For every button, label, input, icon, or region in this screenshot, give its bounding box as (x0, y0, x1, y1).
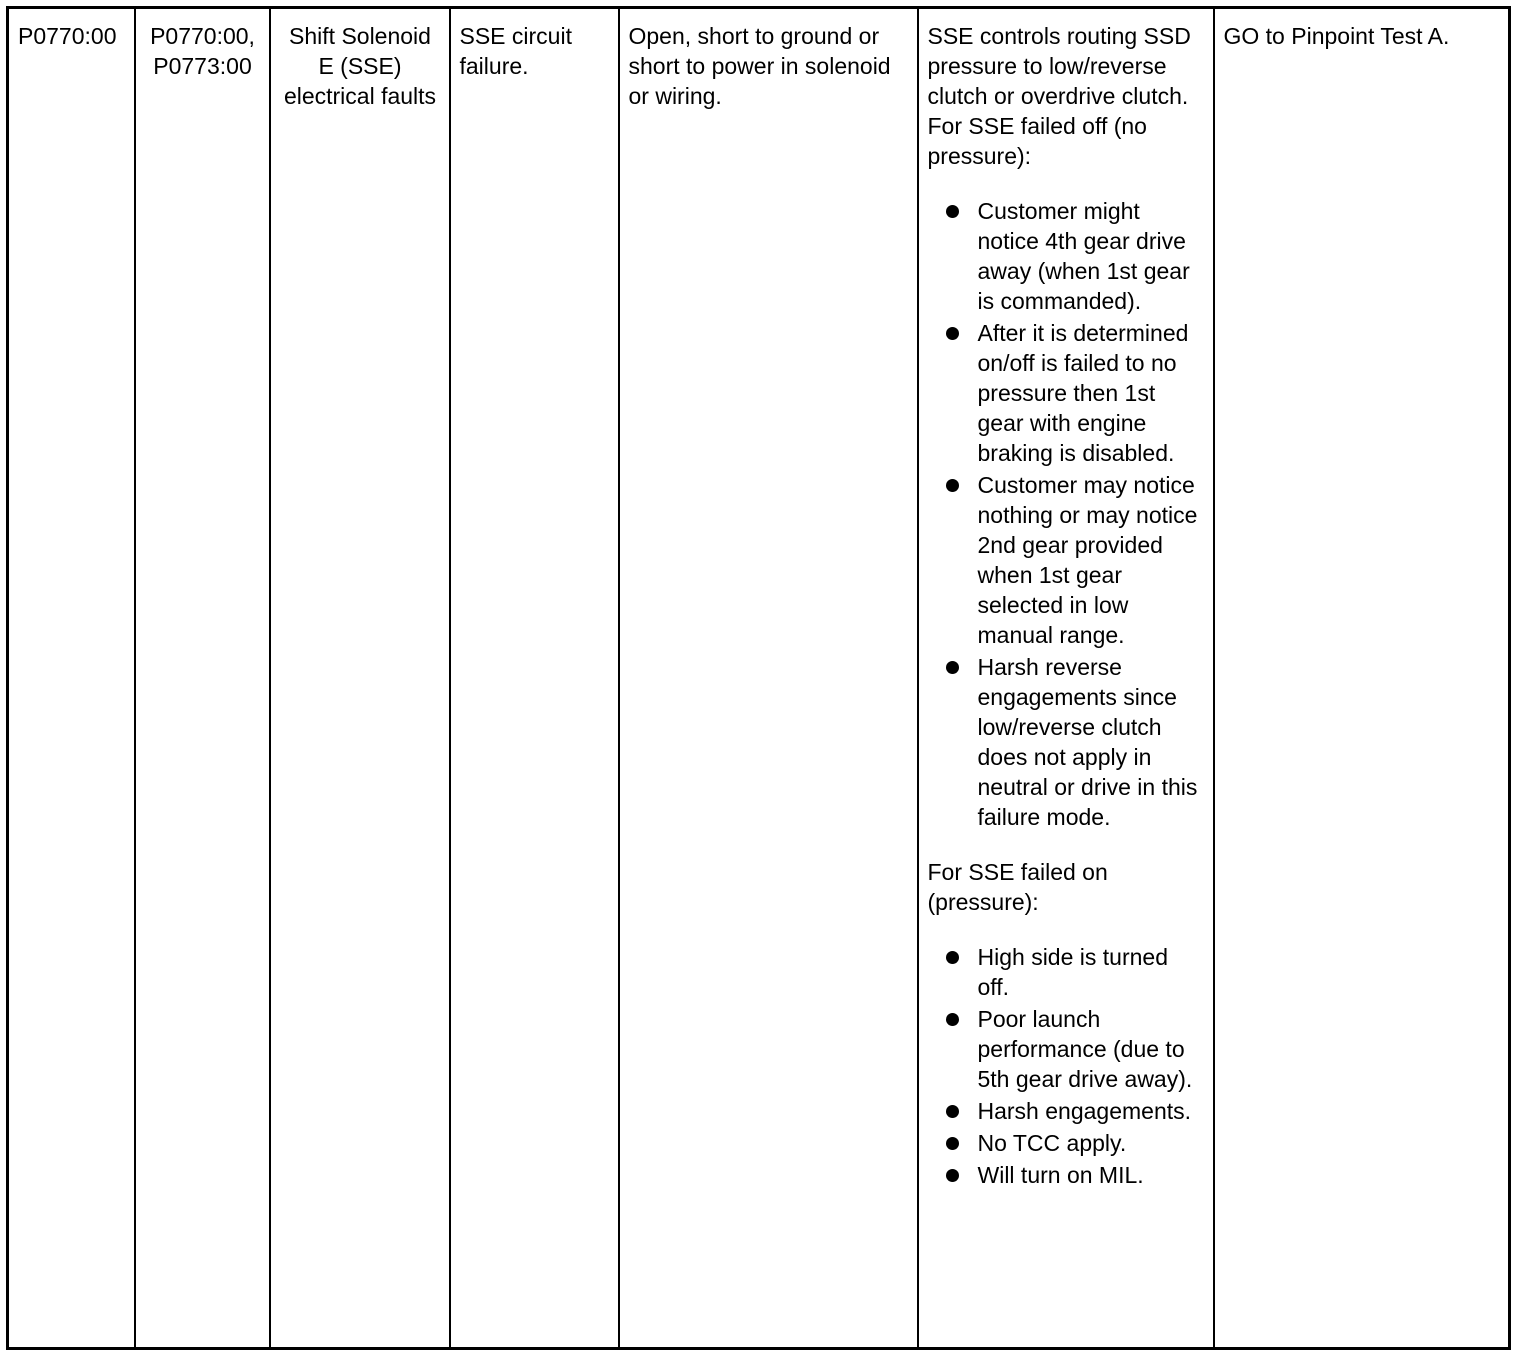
symptoms-intro: SSE controls routing SSD pressure to low/reverse clutch or overdrive clutch. (927, 23, 1191, 109)
bullet-icon (946, 205, 959, 218)
dtc-table (6, 6, 1511, 1350)
component-description: Shift Solenoid E (SSE) electrical faults (283, 23, 437, 109)
related-dtcs: P0770:00, P0773:00 (150, 23, 255, 79)
bullet-icon (946, 1013, 959, 1026)
component-cell (270, 8, 450, 1349)
list-item: After it is determined on/off is failed to no pressure then 1st gear with engine braking is disabled. (978, 318, 1205, 468)
list-item: Poor launch performance (due to 5th gear drive away). (978, 1004, 1205, 1094)
related-dtcs-cell (135, 8, 270, 1349)
dtc-code: P0770:00 (18, 23, 117, 49)
list-item: High side is turned off. (978, 942, 1205, 1002)
dtc-code-cell (8, 8, 135, 1349)
failed-off-list (928, 196, 1205, 832)
symptoms-cell (918, 8, 1214, 1349)
action-cell (1214, 8, 1510, 1349)
list-item: No TCC apply. (978, 1128, 1205, 1158)
bullet-icon (946, 1105, 959, 1118)
bullet-icon (946, 1137, 959, 1150)
bullet-icon (946, 1169, 959, 1182)
possible-causes-text: Open, short to ground or short to power in solenoid or wiring. (628, 23, 891, 109)
list-item: Customer might notice 4th gear drive away (when 1st gear is commanded). (978, 196, 1205, 316)
possible-causes-cell (619, 8, 918, 1349)
action-text: GO to Pinpoint Test A. (1223, 23, 1450, 49)
list-item: Harsh reverse engagements since low/reverse clutch does not apply in neutral or drive in this failure mode. (978, 652, 1205, 832)
bullet-icon (946, 951, 959, 964)
failed-on-heading: For SSE failed on (pressure): (927, 859, 1108, 915)
condition-cell (450, 8, 619, 1349)
condition-text: SSE circuit failure. (459, 23, 572, 79)
list-item: Customer may notice nothing or may notice 2nd gear provided when 1st gear selected in low manual range. (978, 470, 1205, 650)
list-item: Harsh engagements. (978, 1096, 1205, 1126)
bullet-icon (946, 327, 959, 340)
failed-off-heading: For SSE failed off (no pressure): (927, 113, 1147, 169)
failed-on-list (928, 942, 1205, 1190)
table-row (8, 8, 1510, 1349)
bullet-icon (946, 661, 959, 674)
list-item: Will turn on MIL. (978, 1160, 1205, 1190)
bullet-icon (946, 479, 959, 492)
